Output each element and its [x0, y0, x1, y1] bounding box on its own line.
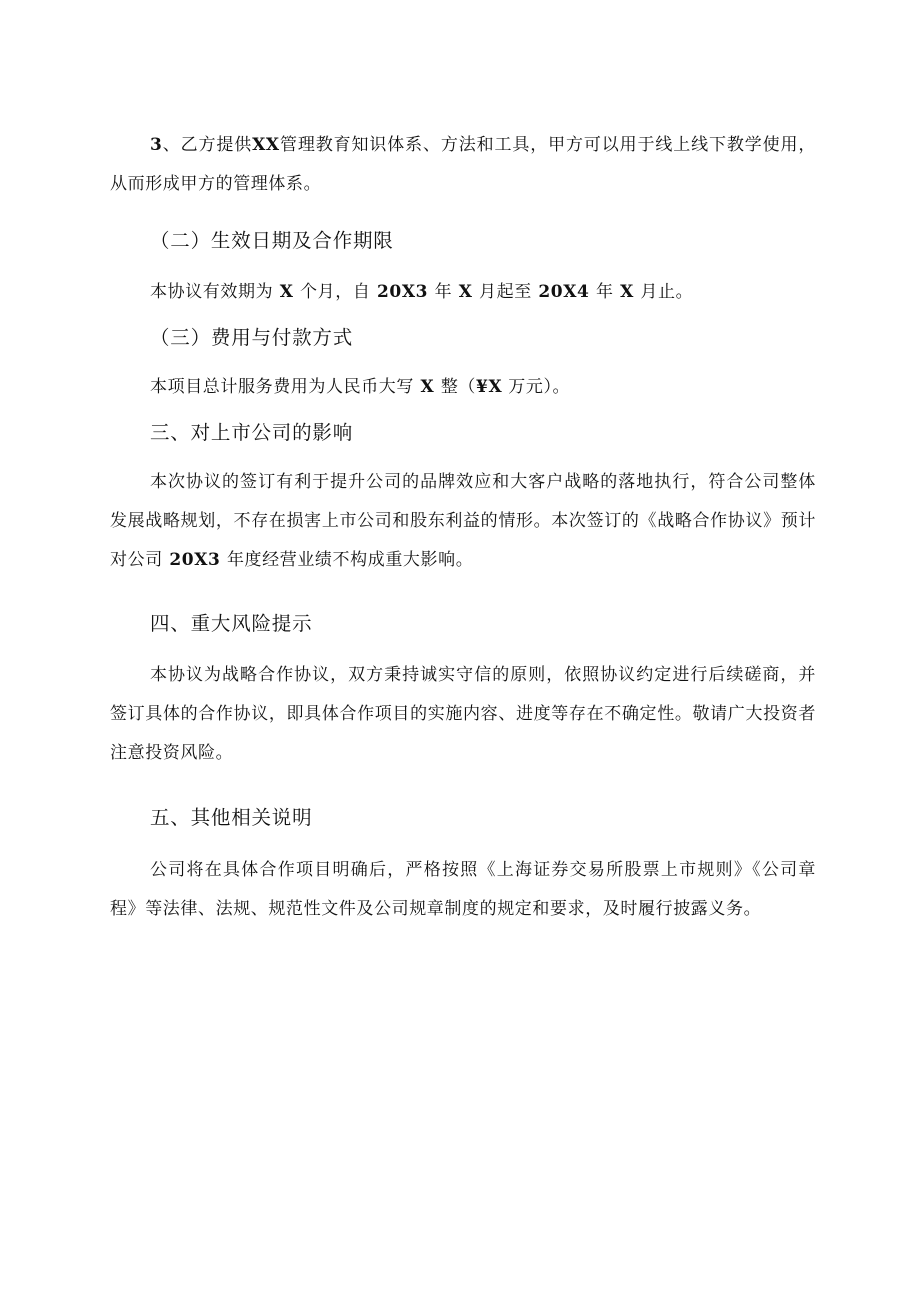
text-run: 、乙方提供 — [162, 135, 253, 155]
paragraph-impact — [110, 463, 816, 580]
bold-run: 20X4 — [531, 282, 596, 302]
paragraph-fee — [110, 368, 816, 407]
bold-run: ¥X — [476, 377, 503, 397]
text-run: 月止。 — [640, 282, 694, 302]
text-run: 年 — [434, 282, 453, 302]
heading-fee-payment: （三）费用与付款方式 — [150, 326, 354, 349]
text-run: 个月，自 — [300, 282, 371, 302]
bold-run: 20X3 — [162, 550, 227, 570]
text-run: 月起至 — [479, 282, 532, 302]
bold-run: X — [414, 377, 441, 397]
text-run: 本协议有效期为 — [150, 282, 274, 302]
paragraph-risk: 本协议为战略合作协议，双方秉持诚实守信的原则，依照协议约定进行后续磋商，并签订具体的合作协议，即具体合作项目的实施内容、进度等存在不确定性。敬请广大投资者注意投资风险。 — [110, 665, 816, 763]
bold-run: X — [452, 282, 479, 302]
heading-other: 五、其他相关说明 — [150, 806, 313, 829]
bold-run: X — [273, 282, 301, 302]
bold-run: X — [613, 282, 641, 302]
text-run: 整（ — [440, 377, 477, 397]
heading-impact: 三、对上市公司的影响 — [150, 421, 354, 444]
item-number: 3 — [150, 135, 163, 155]
bold-run: XX — [252, 135, 280, 155]
text-run: 本次协议的签订有利于提升公司的品牌效应和大客户战略的落地执行，符合公司整体发展战略规划，不存在损害上市公司和股东利益的情形。本次签订的《战略合作协议》预计对公司 — [110, 472, 816, 570]
paragraph-other: 公司将在具体合作项目明确后，严格按照《上海证券交易所股票上市规则》《公司章程》等法律、法规、规范性文件及公司规章制度的规定和要求，及时履行披露义务。 — [110, 860, 816, 919]
bold-run: 20X3 — [370, 282, 435, 302]
text-run: 本项目总计服务费用为人民币大写 — [150, 377, 414, 397]
text-run: 万元）。 — [502, 377, 571, 397]
paragraph-effective-period — [110, 273, 816, 312]
paragraph-item-3 — [110, 126, 816, 204]
heading-effective-period: （二）生效日期及合作期限 — [150, 229, 394, 252]
heading-risk: 四、重大风险提示 — [150, 612, 313, 635]
text-run: 年度经营业绩不构成重大影响。 — [226, 550, 474, 570]
text-run: 年 — [595, 282, 614, 302]
text-run: 管理教育知识体系、方法和工具，甲方可以用于线上线下教学使用，从而形成甲方的管理体系。 — [110, 135, 817, 194]
